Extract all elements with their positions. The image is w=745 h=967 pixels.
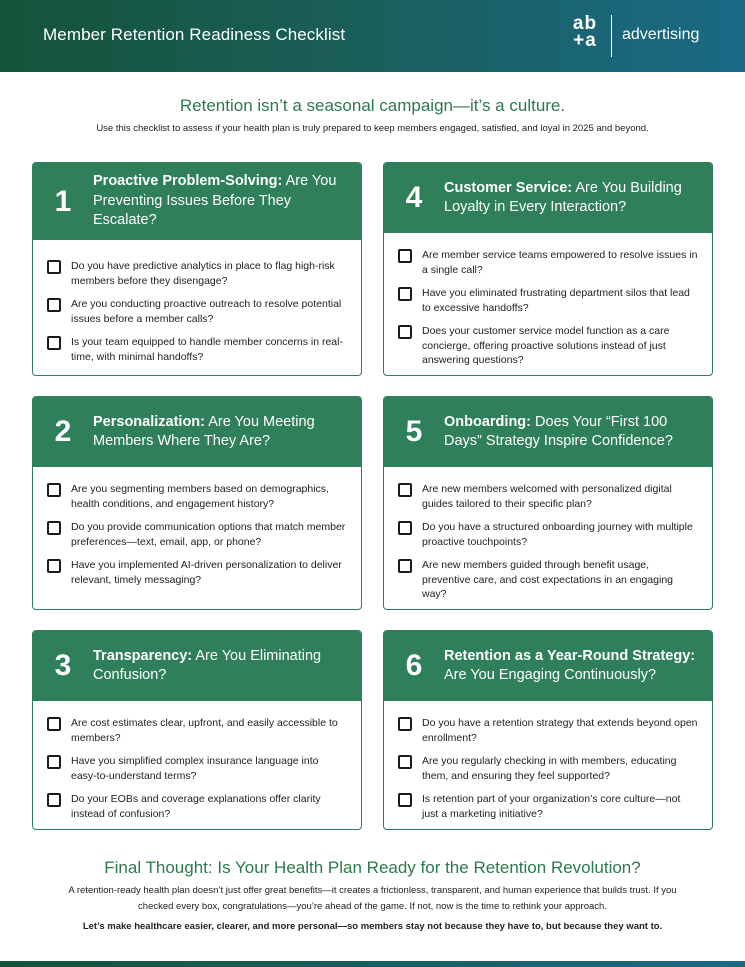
section-header — [33, 631, 361, 701]
checkbox[interactable] — [398, 287, 412, 301]
section-header — [384, 163, 712, 233]
section-title-rest: Are You Eliminating Confusion? — [93, 647, 322, 683]
section-title-bold: Personalization: — [93, 413, 205, 430]
checklist-item-text: Do you provide communication options that match member preferences—text, email, app, or phone? — [71, 521, 346, 548]
checklist-section-3 — [32, 630, 362, 830]
checklist-item-text: Do you have predictive analytics in place to flag high-risk members before they disengage? — [71, 260, 335, 287]
checklist-item[interactable] — [47, 520, 347, 549]
checkbox[interactable] — [398, 559, 412, 573]
header-banner — [0, 0, 745, 72]
checklist-item-text: Are cost estimates clear, upfront, and easily accessible to members? — [71, 717, 338, 744]
section-title-bold: Onboarding: — [444, 413, 531, 430]
checklist-item-text: Have you simplified complex insurance language into easy-to-understand terms? — [71, 755, 319, 782]
checkbox[interactable] — [47, 717, 61, 731]
checklist-item[interactable] — [398, 716, 698, 745]
checklist-item-text: Are member service teams empowered to resolve issues in a single call? — [422, 249, 698, 276]
checklist-item[interactable] — [398, 324, 698, 368]
checklist-item-text: Does your customer service model function as a care concierge, offering proactive solutions instead of just answering questions? — [422, 325, 670, 366]
checklist-item-text: Have you implemented AI-driven personalization to deliver relevant, timely messaging? — [71, 559, 342, 586]
checklist-item[interactable] — [398, 754, 698, 783]
checklist-item-text: Is retention part of your organization’s core culture—not just a marketing initiative? — [422, 793, 681, 820]
checklist-item-text: Do your EOBs and coverage explanations offer clarity instead of confusion? — [71, 793, 321, 820]
checklist-item[interactable] — [398, 520, 698, 549]
checklist-item-text: Do you have a retention strategy that extends beyond open enrollment? — [422, 717, 698, 744]
section-title — [93, 172, 361, 231]
checklist-item-text: Are you regularly checking in with members, educating them, and ensuring they feel supported? — [422, 755, 677, 782]
section-header — [33, 163, 361, 240]
checklist-item[interactable] — [47, 558, 347, 587]
section-number: 2 — [54, 415, 72, 448]
checklist-item[interactable] — [398, 248, 698, 277]
checklist-section-5 — [383, 396, 713, 610]
logo-wordmark: advertising — [622, 26, 700, 43]
logo-mark — [567, 15, 603, 49]
logo-mark-line2: +a — [573, 30, 597, 51]
checklist-item[interactable] — [47, 482, 347, 511]
checklist-item-text: Is your team equipped to handle member concerns in real-time, with minimal handoffs? — [71, 336, 343, 363]
checkbox[interactable] — [47, 298, 61, 312]
section-items — [384, 233, 712, 368]
checkbox[interactable] — [47, 260, 61, 274]
checklist-item[interactable] — [47, 335, 347, 364]
footer-bar — [0, 961, 745, 967]
section-number: 4 — [405, 181, 423, 214]
section-title-rest: Are You Meeting Members Where They Are? — [93, 413, 315, 449]
checklist-section-4 — [383, 162, 713, 376]
section-title-rest: Are You Building Loyalty in Every Interaction? — [444, 179, 682, 215]
section-title — [93, 413, 361, 452]
checklist-item-text: Are you segmenting members based on demographics, health conditions, and engagement history? — [71, 483, 329, 510]
checkbox[interactable] — [47, 483, 61, 497]
checklist-item[interactable] — [47, 297, 347, 326]
checkbox[interactable] — [398, 793, 412, 807]
checklist-item[interactable] — [47, 259, 347, 288]
checkbox[interactable] — [47, 559, 61, 573]
checklist-section-6 — [383, 630, 713, 830]
checkbox[interactable] — [47, 755, 61, 769]
section-title-rest: Are You Engaging Continuously? — [444, 667, 657, 683]
checklist-item[interactable] — [47, 716, 347, 745]
page-title: Member Retention Readiness Checklist — [43, 25, 346, 44]
checkbox[interactable] — [398, 755, 412, 769]
section-title — [93, 647, 361, 686]
checklist-item-text: Have you eliminated frustrating department silos that lead to excessive handoffs? — [422, 287, 690, 314]
checkbox[interactable] — [398, 325, 412, 339]
checkbox[interactable] — [398, 521, 412, 535]
section-title-rest: Does Your “First 100 Days” Strategy Inspire Confidence? — [444, 413, 673, 449]
checkbox[interactable] — [47, 336, 61, 350]
checkbox[interactable] — [47, 793, 61, 807]
section-title — [444, 179, 712, 218]
final-thought-body: A retention-ready health plan doesn’t just offer great benefits—it creates a frictionless, transparent, and human experience that builds trust. If you checked every box, congratulations—you’re ahead of the game. If not, now is the time to rethink your approach. — [68, 885, 677, 912]
section-number: 1 — [54, 184, 72, 218]
section-items — [384, 701, 712, 821]
tagline: Retention isn’t a seasonal campaign—it’s a culture. — [179, 96, 566, 115]
section-items — [33, 701, 361, 821]
checkbox[interactable] — [398, 483, 412, 497]
section-number: 3 — [54, 649, 72, 682]
section-title — [444, 413, 712, 452]
checklist-item[interactable] — [398, 558, 698, 602]
checklist-item[interactable] — [47, 754, 347, 783]
checklist-item-text: Are new members welcomed with personalized digital guides tailored to their specific plan? — [422, 483, 672, 510]
final-thought-title: Final Thought: Is Your Health Plan Ready for the Retention Revolution? — [104, 858, 641, 877]
section-header — [33, 397, 361, 467]
section-title-bold: Retention as a Year-Round Strategy: — [444, 647, 696, 664]
section-number: 6 — [405, 649, 423, 682]
section-title-bold: Transparency: — [93, 647, 193, 664]
final-call-to-action: Let’s make healthcare easier, clearer, and more personal—so members stay not because they have to, but because they want to. — [82, 921, 663, 932]
checklist-item-text: Are you conducting proactive outreach to resolve potential issues before a member calls? — [71, 298, 342, 325]
checklist-item[interactable] — [398, 792, 698, 821]
section-number: 5 — [405, 415, 423, 448]
section-items — [384, 467, 712, 602]
logo-mark-line1: ab — [572, 13, 598, 34]
section-header — [384, 631, 712, 701]
checkbox[interactable] — [398, 249, 412, 263]
section-items — [33, 467, 361, 587]
checklist-item[interactable] — [47, 792, 347, 821]
checklist-section-2 — [32, 396, 362, 610]
section-title — [444, 647, 712, 686]
intro-text: Use this checklist to assess if your health plan is truly prepared to keep members engaged, satisfied, and loyal in 2025 and beyond. — [96, 123, 649, 134]
checklist-item[interactable] — [398, 286, 698, 315]
checkbox[interactable] — [47, 521, 61, 535]
checklist-item-text: Are new members guided through benefit usage, preventive care, and cost expectations in an engaging way? — [422, 559, 674, 600]
checkbox[interactable] — [398, 717, 412, 731]
section-header — [384, 397, 712, 467]
section-title-rest: Are You Preventing Issues Before They Escalate? — [93, 173, 337, 229]
checklist-item-text: Do you have a structured onboarding journey with multiple proactive touchpoints? — [422, 521, 693, 548]
section-title-bold: Customer Service: — [444, 179, 573, 196]
logo-divider — [611, 15, 612, 57]
checklist-section-1 — [32, 162, 362, 376]
section-items — [33, 240, 361, 364]
checklist-item[interactable] — [398, 482, 698, 511]
section-title-bold: Proactive Problem-Solving: — [93, 173, 283, 190]
